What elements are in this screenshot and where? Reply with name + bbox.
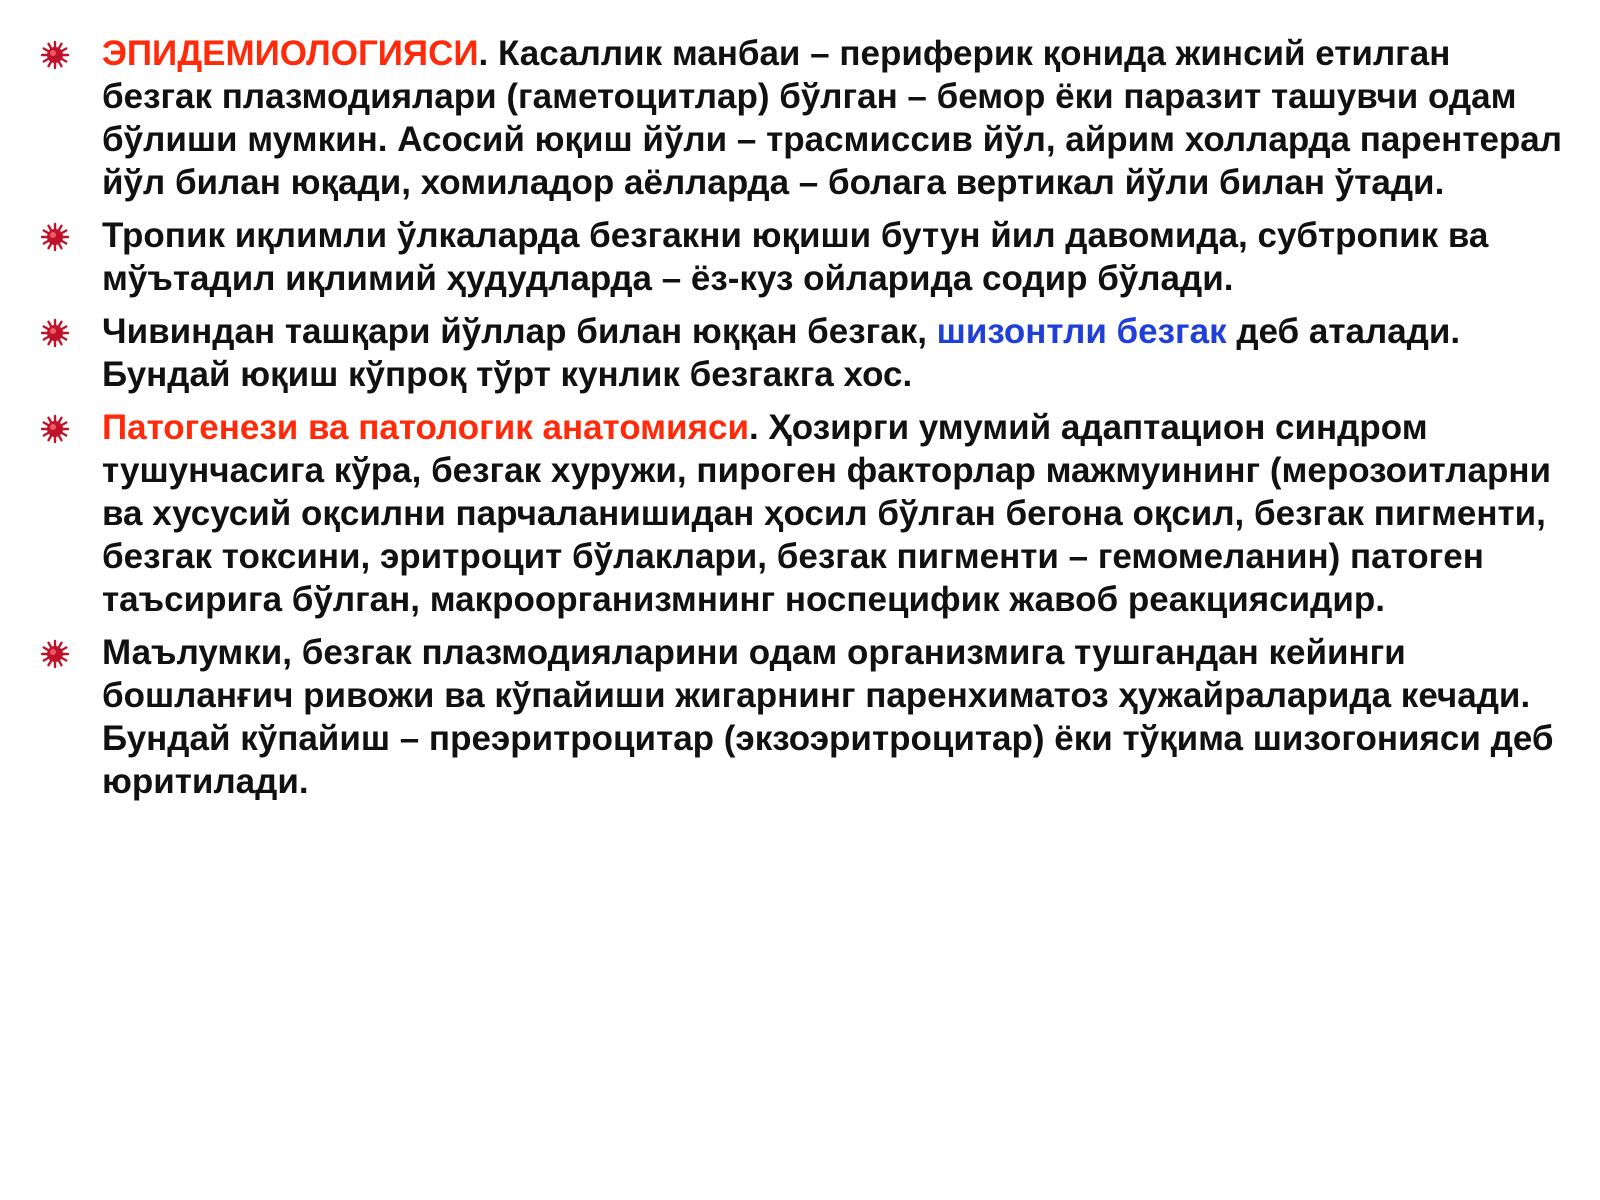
bullet-item-schizogony (40, 631, 1570, 803)
bullet-text: деб аталади. Бундай юқиш кўпроқ тўрт кунлик безгакга хос. (102, 312, 1461, 394)
bullet-text: Чивиндан ташқари йўллар билан юққан безгак, (102, 312, 937, 351)
bullet-text: Тропик иқлимли ўлкаларда безгакни юқиши бутун йил давомида, субтропик ва мўътадил иқлимий ҳудудларда – ёз-куз ойларида содир бўлади. (102, 216, 1489, 298)
bullet-text: Маълумки, безгак плазмодияларини одам организмига тушгандан кейинги бошланғич ривожи ва кўпайиши жигарнинг паренхиматоз ҳужайраларида кечади. Бундай кўпайиш – преэритроцитар (экзоэритроцитар) ёки тўқима шизогонияси деб юритилади. (102, 633, 1554, 801)
starburst-bullet-icon (40, 639, 70, 669)
bullet-item-pathogenesis (40, 406, 1570, 621)
term-highlight-schizont: шизонтли безгак (936, 312, 1227, 351)
section-heading-pathogenesis: Патогенези ва патологик анатомияси (102, 408, 749, 447)
starburst-bullet-icon (40, 40, 70, 70)
section-heading-epidemiology: ЭПИДЕМИОЛОГИЯСИ (102, 34, 479, 73)
bullet-text: . Ҳозирги умумий адаптацион синдром тушунчасига кўра, безгак хуружи, пироген факторлар мажмуининг (мерозоитларни ва хусусий оқсилни парчаланишидан ҳосил бўлган бегона оқсил, безгак пигменти, безгак токсини, эритроцит бўлаклари, безгак пигменти – гемомеланин) патоген таъсирига бўлган, макроорганизмнинг носпецифик жавоб реакциясидир. (102, 408, 1551, 619)
starburst-bullet-icon (40, 222, 70, 252)
starburst-bullet-icon (40, 414, 70, 444)
bullet-list (40, 32, 1570, 813)
bullet-item-climate (40, 214, 1570, 300)
starburst-bullet-icon (40, 318, 70, 348)
bullet-text: . Касаллик манбаи – периферик қонида жинсий етилган безгак плазмодиялари (гаметоцитлар) бўлган – бемор ёки паразит ташувчи одам бўлиши мумкин. Асосий юқиш йўли – трасмиссив йўл, айрим холларда парентерал йўл билан юқади, хомиладор аёлларда – болага вертикал йўли билан ўтади. (102, 34, 1563, 202)
bullet-item-epidemiology (40, 32, 1570, 204)
bullet-item-schizont-malaria (40, 310, 1570, 396)
